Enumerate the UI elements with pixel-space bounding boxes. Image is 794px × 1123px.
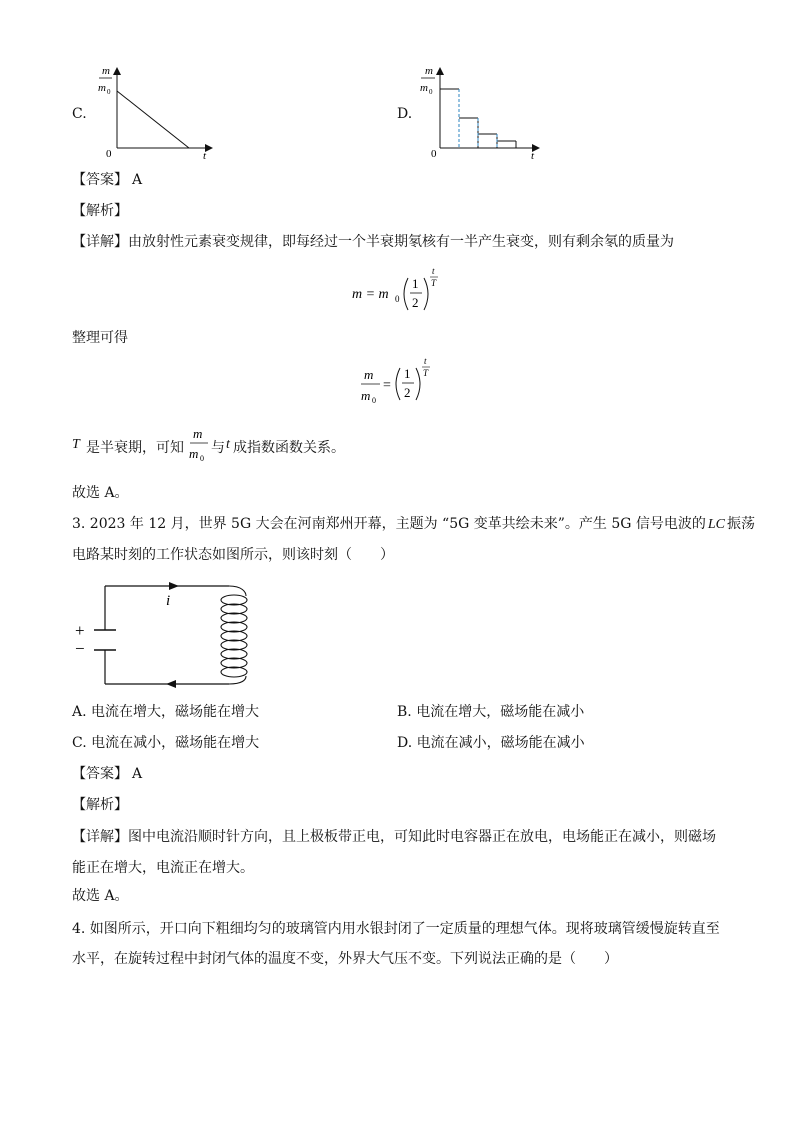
graph-c-line — [117, 91, 189, 148]
q4-stem-line1: 4. 如图所示，开口向下粗细均匀的玻璃管内用水银封闭了一定质量的理想气体。现将玻璃管缓慢旋转直至 — [72, 921, 720, 937]
formula1-left-paren — [404, 278, 408, 310]
conclusion-frac-num: m — [193, 426, 203, 441]
circuit-bottom-arrow — [166, 680, 176, 688]
graph-c-axis-m0: m — [98, 82, 106, 94]
q3-stem-lc: LC — [707, 517, 726, 532]
capacitor-plus: + — [75, 621, 85, 640]
q3-detail-line2: 能正在增大，电流正在增大。 — [72, 860, 254, 876]
q2-answer-value: A — [132, 172, 143, 188]
q2-formula-2 — [358, 354, 448, 410]
q3-analysis-label: 【解析】 — [72, 797, 128, 813]
formula2-right-paren — [416, 368, 420, 400]
graph-d — [415, 60, 550, 165]
q2-conclusion-a: 是半衰期，可知 — [86, 440, 184, 456]
conclusion-frac-den-sub: 0 — [200, 454, 204, 463]
formula2-left-paren — [396, 368, 400, 400]
lc-circuit-diagram — [70, 580, 260, 692]
graph-d-origin: 0 — [431, 148, 437, 160]
graph-c-axis-m0-sub: 0 — [107, 88, 111, 96]
q2-conclusion-fraction — [188, 424, 210, 464]
q3-option-c[interactable]: C. 电流在减小，磁场能在增大 — [72, 735, 260, 751]
graph-c-axis-m: m — [102, 65, 110, 77]
formula2-exp-num: t — [424, 356, 427, 366]
formula1-right-paren — [424, 278, 428, 310]
graph-d-axis-m0-sub: 0 — [429, 88, 433, 96]
q3-choose: 故选 A。 — [72, 888, 129, 904]
q3-detail-line1 — [72, 827, 716, 847]
q2-conclusion-t: t — [226, 437, 230, 452]
q4-stem-line2: 水平，在旋转过程中封闭气体的温度不变，外界大气压不变。下列说法正确的是（ ） — [72, 951, 618, 967]
q3-stem-line1-b: 振荡 — [727, 516, 756, 532]
q2-detail-text: 由放射性元素衰变规律，即每经过一个半衰期氡核有一半产生衰变，则有剩余氡的质量为 — [128, 234, 674, 250]
formula1-exp-den: T — [431, 278, 437, 288]
q3-option-a[interactable]: A. 电流在增大，磁场能在增大 — [72, 704, 260, 720]
graph-d-axis-m0: m — [420, 82, 428, 94]
q2-detail-label: 【详解】 — [72, 234, 128, 250]
formula2-num: m — [364, 367, 374, 382]
q3-answer — [72, 764, 142, 784]
q3-detail-text: 图中电流沿顺时针方向，且上极板带正电，可知此时电容器正在放电，电场能正在减小，则磁场 — [128, 829, 716, 845]
q3-option-d[interactable]: D. 电流在减小，磁场能在减小 — [397, 735, 585, 751]
graph-c-origin: 0 — [106, 148, 112, 160]
circuit-current-label: i — [166, 593, 171, 609]
q2-rearrange: 整理可得 — [72, 330, 128, 346]
formula2-f-den: 2 — [404, 385, 411, 400]
q2-conclusion-b: 与 — [211, 440, 225, 456]
q3-stem-line1-a: 3. 2023 年 12 月，世界 5G 大会在河南郑州开幕，主题为 “5G 变革共绘未来”。产生 5G 信号电波的 — [72, 516, 706, 532]
q2-conclusion-c: 成指数函数关系。 — [233, 440, 345, 456]
formula1-exp-num: t — [432, 266, 435, 276]
q3-stem-line1 — [72, 514, 755, 535]
q3-answer-value: A — [132, 766, 143, 782]
graph-c — [92, 60, 222, 165]
q2-analysis-label: 【解析】 — [72, 203, 128, 219]
q2-detail — [72, 232, 674, 252]
conclusion-frac-den: m — [189, 446, 199, 461]
formula1-num: 1 — [412, 276, 419, 291]
formula1-lhs: m = m — [352, 287, 389, 302]
formula1-den: 2 — [412, 295, 419, 310]
q3-detail-label: 【详解】 — [72, 829, 128, 845]
formula1-sub: 0 — [395, 294, 400, 304]
option-d-label: D. — [397, 106, 413, 122]
graph-c-axis-t: t — [203, 150, 207, 162]
q2-choose: 故选 A。 — [72, 485, 129, 501]
graph-d-axis-t: t — [531, 150, 535, 162]
inductor-coil — [221, 586, 247, 684]
q3-answer-label: 【答案】 — [72, 766, 128, 782]
q2-answer-label: 【答案】 — [72, 172, 128, 188]
formula2-den: m — [361, 388, 371, 403]
q3-option-b[interactable]: B. 电流在增大，磁场能在减小 — [397, 704, 585, 720]
circuit-top-arrow — [169, 582, 179, 590]
q2-formula-1 — [350, 264, 450, 320]
formula2-f-num: 1 — [404, 366, 411, 381]
q3-stem-line2: 电路某时刻的工作状态如图所示，则该时刻（ ） — [72, 547, 394, 563]
q2-answer — [72, 170, 142, 190]
graph-d-axis-m: m — [425, 65, 433, 77]
formula2-exp-den: T — [423, 368, 429, 378]
option-c-label: C. — [72, 106, 87, 122]
formula2-den-sub: 0 — [372, 396, 376, 405]
capacitor-minus: − — [75, 639, 85, 658]
q2-conclusion-T: T — [72, 437, 80, 452]
formula2-eq: = — [383, 378, 391, 393]
